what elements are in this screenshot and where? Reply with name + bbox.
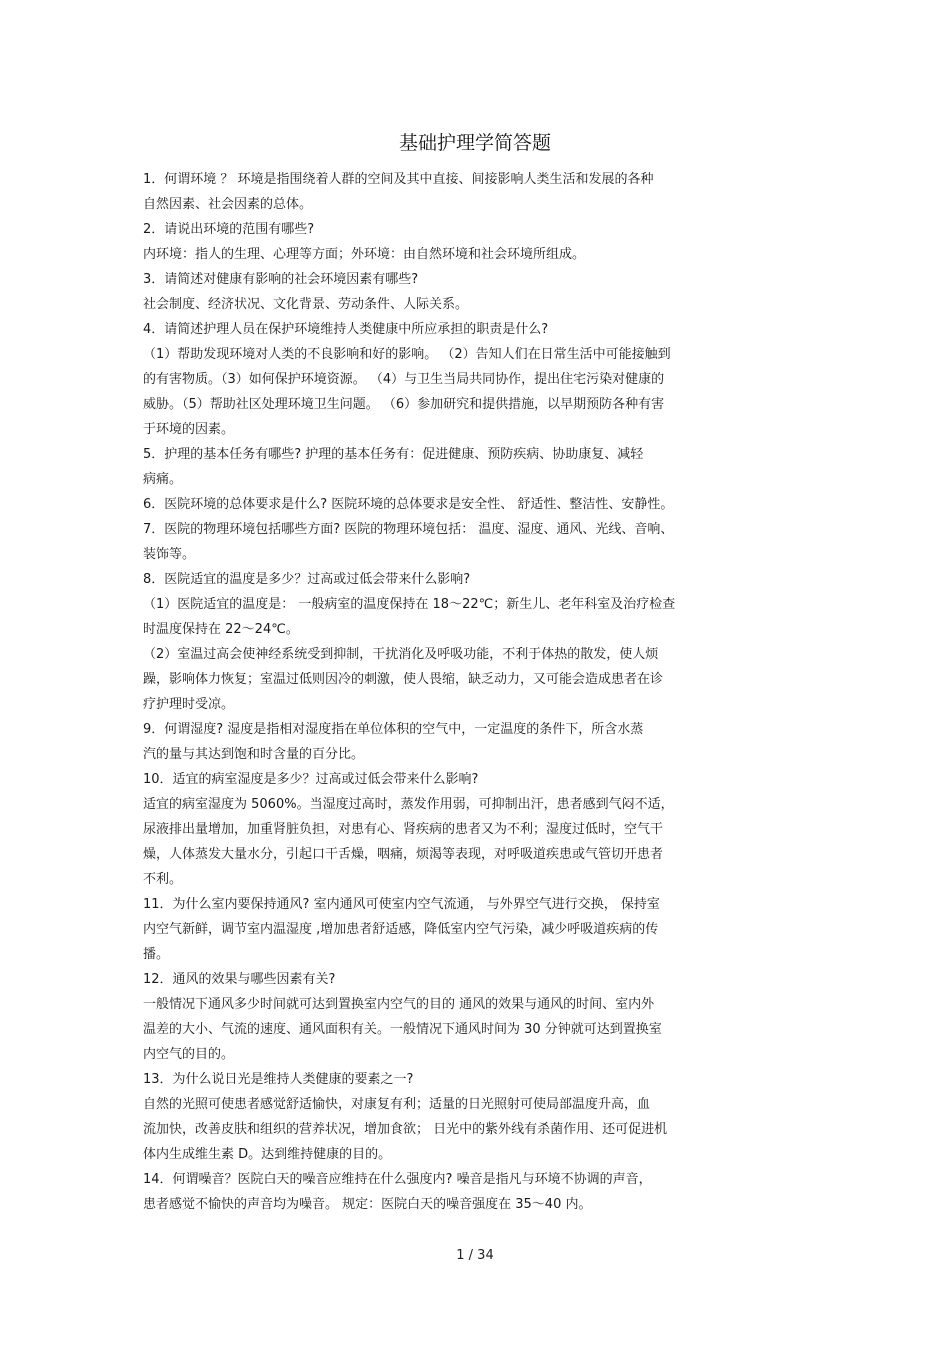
- text-line: 内空气的目的。: [143, 1047, 235, 1062]
- text-line: 内环境：指人的生理、心理等方面；外环境：由自然环境和社会环境所组成。: [143, 247, 586, 262]
- page-number: 1 / 34: [456, 1248, 494, 1263]
- text-line: 威胁。（5）帮助社区处理环境卫生问题。 （6）参加研究和提供措施，以早期预防各种有害: [143, 397, 665, 412]
- text-line: 流加快，改善皮肤和组织的营养状况，增加食欲； 日光中的紫外线有杀菌作用、还可促进机: [143, 1122, 668, 1137]
- text-line: 14．何谓噪音？医院白天的噪音应维持在什么强度内? 噪音是指凡与环境不协调的声音，: [143, 1172, 652, 1187]
- text-line: 自然的光照可使患者感觉舒适愉快，对康复有利；适量的日光照射可使局部温度升高，血: [143, 1097, 651, 1112]
- text-line: 4．请简述护理人员在保护环境维持人类健康中所应承担的职责是什么?: [143, 322, 549, 337]
- text-line: 7．医院的物理环境包括哪些方面? 医院的物理环境包括： 温度、湿度、通风、光线、音响、: [143, 522, 674, 537]
- text-line: 燥，人体蒸发大量水分，引起口干舌燥，咽痛，烦渴等表现，对呼吸道疾患或气管切开患者: [143, 847, 664, 862]
- document-title: 基础护理学简答题: [398, 132, 551, 154]
- text-line: 疗护理时受凉。: [143, 697, 235, 712]
- text-line: 的有害物质。（3）如何保护环境资源。 （4）与卫生当局共同协作，提出住宅污染对健康的: [143, 372, 665, 387]
- text-line: 10．适宜的病室湿度是多少？过高或过低会带来什么影响?: [143, 772, 479, 787]
- text-line: 汽的量与其达到饱和时含量的百分比。: [143, 747, 365, 762]
- text-line: 5．护理的基本任务有哪些? 护理的基本任务有：促进健康、预防疾病、协助康复、减轻: [143, 447, 644, 462]
- text-line: 于环境的因素。: [143, 422, 235, 437]
- text-line: （2）室温过高会使神经系统受到抑制，干扰消化及呼吸功能，不利于体热的散发，使人烦: [143, 647, 659, 662]
- text-line: 6．医院环境的总体要求是什么? 医院环境的总体要求是安全性、 舒适性、整洁性、安静性。: [143, 497, 674, 512]
- text-line: 温差的大小、气流的速度、通风面积有关。一般情况下通风时间为 30 分钟就可达到置换室: [143, 1022, 662, 1037]
- text-line: （1）医院适宜的温度是： 一般病室的温度保持在 18～22℃；新生儿、老年科室及治疗检查: [143, 597, 676, 612]
- text-line: 社会制度、经济状况、文化背景、劳动条件、人际关系。: [143, 297, 469, 312]
- text-line: 装饰等。: [143, 547, 196, 562]
- text-line: 8．医院适宜的温度是多少？过高或过低会带来什么影响?: [143, 572, 471, 587]
- text-line: 时温度保持在 22～24℃。: [143, 622, 299, 637]
- text-line: 9．何谓湿度? 湿度是指相对湿度指在单位体积的空气中，一定温度的条件下，所含水蒸: [143, 722, 644, 737]
- text-line: 体内生成维生素 D。达到维持健康的目的。: [143, 1147, 392, 1162]
- text-line: 3．请简述对健康有影响的社会环境因素有哪些?: [143, 272, 419, 287]
- text-line: 一般情况下通风多少时间就可达到置换室内空气的目的 通风的效果与通风的时间、室内外: [143, 997, 655, 1012]
- text-line: 适宜的病室湿度为 5060%。当湿度过高时，蒸发作用弱，可抑制出汗，患者感到气闷不适，: [143, 797, 674, 812]
- text-line: 13．为什么说日光是维持人类健康的要素之一?: [143, 1072, 414, 1087]
- text-line: 11．为什么室内要保持通风? 室内通风可使室内空气流通， 与外界空气进行交换， 保持室: [143, 897, 660, 912]
- text-line: 患者感觉不愉快的声音均为噪音。 规定：医院白天的噪音强度在 35～40 内。: [143, 1197, 592, 1212]
- text-line: 躁，影响体力恢复；室温过低则因冷的刺激，使人畏缩，缺乏动力，又可能会造成患者在诊: [143, 672, 664, 687]
- text-line: 12．通风的效果与哪些因素有关?: [143, 972, 336, 987]
- text-line: （1）帮助发现环境对人类的不良影响和好的影响。 （2）告知人们在日常生活中可能接触到: [143, 347, 671, 362]
- text-line: 不利。: [143, 872, 183, 887]
- text-line: 内空气新鲜，调节室内温湿度 ,增加患者舒适感，降低室内空气污染，减少呼吸道疾病的传: [143, 922, 659, 937]
- text-line: 2．请说出环境的范围有哪些?: [143, 222, 315, 237]
- text-line: 病痛。: [143, 472, 183, 487]
- document-body: [143, 167, 823, 1217]
- text-line: 尿液排出量增加，加重肾脏负担，对患有心、肾疾病的患者又为不利；湿度过低时，空气干: [143, 822, 664, 837]
- text-line: 1．何谓环境 ？ 环境是指围绕着人群的空间及其中直接、间接影响人类生活和发展的各种: [143, 172, 654, 187]
- text-line: 自然因素、社会因素的总体。: [143, 197, 313, 212]
- text-line: 播。: [143, 947, 170, 962]
